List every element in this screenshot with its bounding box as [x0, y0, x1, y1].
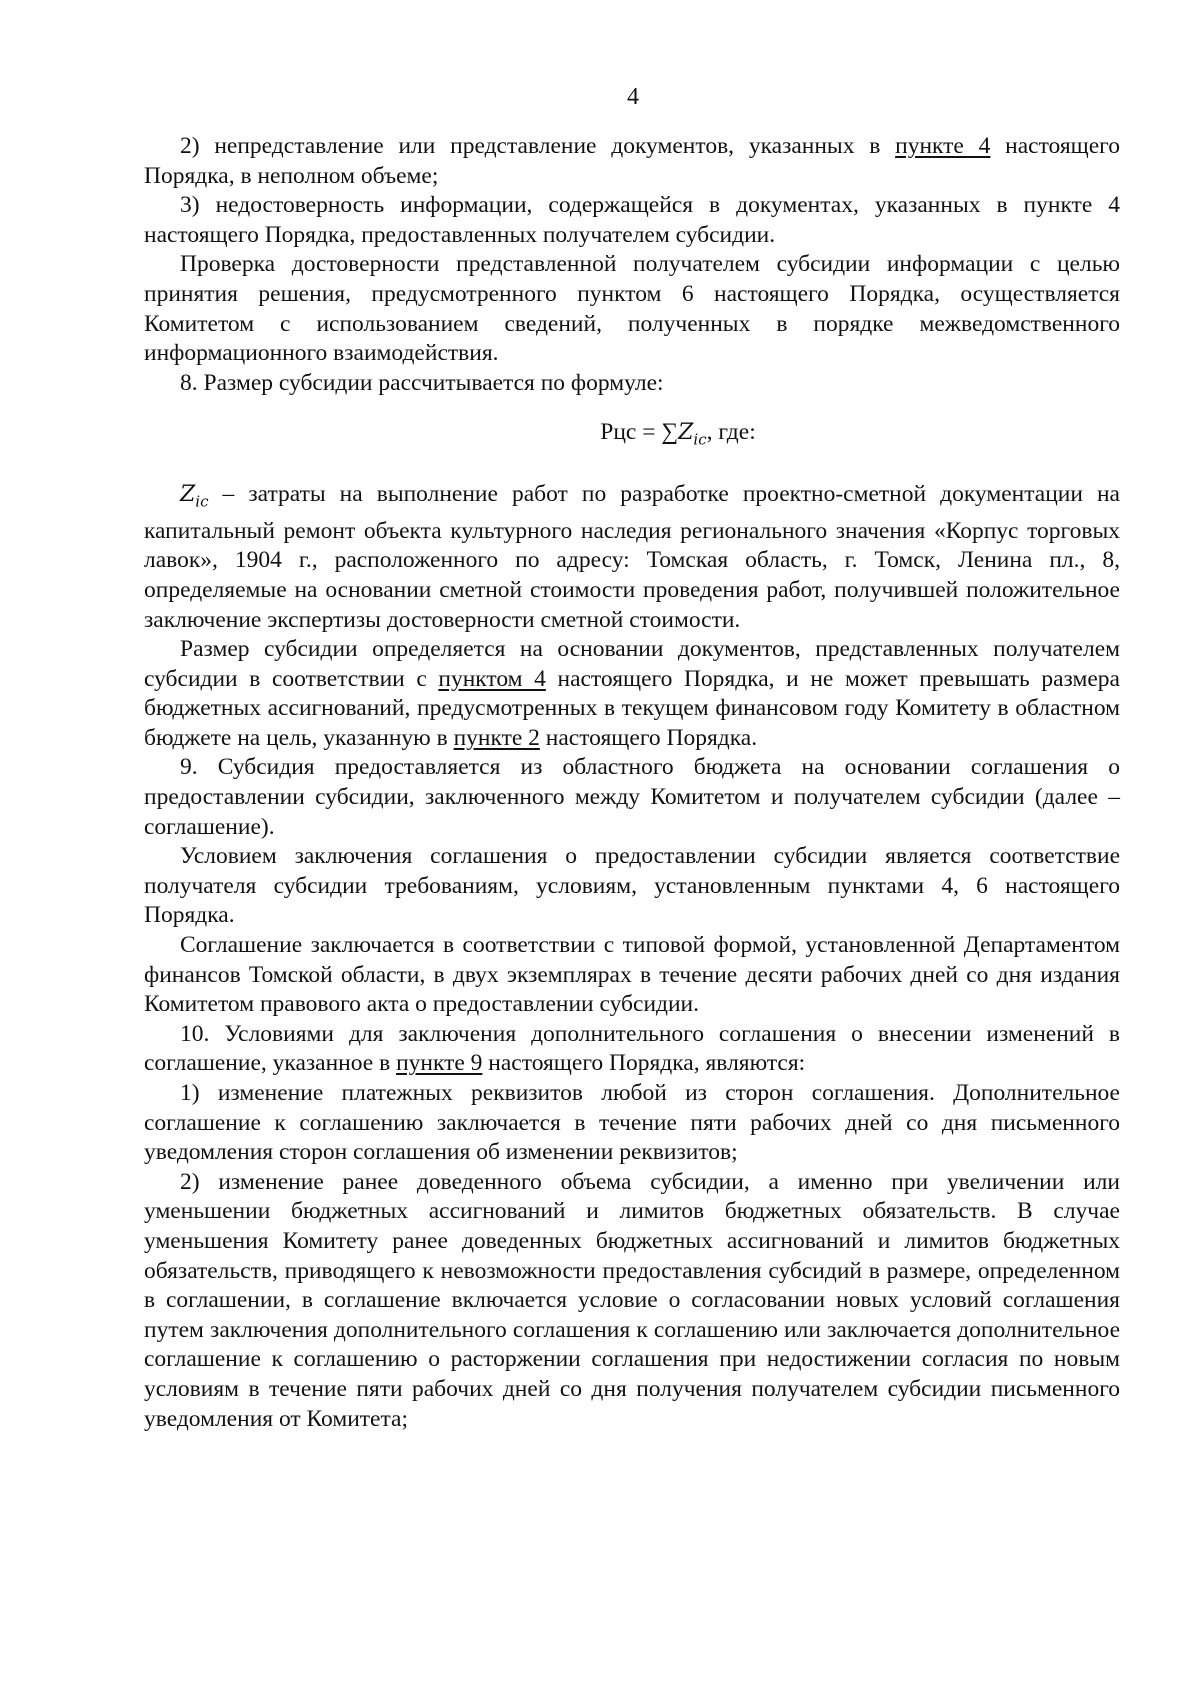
text-span: 10. Условиями для заключения дополнительного соглашения о внесении изменений в соглашение, указанное в [144, 1020, 1120, 1077]
paragraph-clause-9: 9. Субсидия предоставляется из областного бюджета на основании соглашения о предоставлении субсидии, заключенного между Комитетом и получателем субсидии (далее – соглашение). [144, 754, 1120, 840]
formula-var: Z [678, 420, 694, 446]
link-clause-9[interactable]: пункте 9 [396, 1050, 483, 1077]
paragraph-item-2-nonsubmission [144, 132, 1120, 191]
formula-lhs: Рцс = ∑ [600, 419, 679, 446]
text-span: настоящего Порядка, являются: [482, 1050, 806, 1077]
text-span: настоящего Порядка, в неполном объеме; [144, 133, 1120, 189]
paragraph-agreement-form: Соглашение заключается в соответствии с типовой формой, установленной Департаментом финансов Томской области, в двух экземплярах в течение десяти рабочих дней со дня издания Комитетом правового акта о предоставлении субсидии. [144, 932, 1120, 1018]
paragraph-agreement-condition: Условием заключения соглашения о предоставлении субсидии является соответствие получателя субсидии требованиям, условиям, установленным пунктами 4, 6 настоящего Порядка. [144, 843, 1120, 929]
text-span: – затраты на выполнение работ по разработке проектно-сметной документации на капитальный ремонт объекта культурного наследия регионального значения «Корпус торговых лавок», 1904 г., расположенного по адресу: Томская область, г. Томск, Ленина пл., 8, определяемые на основании сметной стоимости проведения работ, получившей положительное заключение экспертизы достоверности сметной стоимости. [144, 480, 1120, 633]
subsidy-formula [144, 412, 1120, 459]
zic-var: Z [180, 481, 196, 507]
paragraph-subsidy-amount [144, 635, 1120, 753]
zic-subscript: ic [195, 492, 209, 511]
page-number: 4 [627, 84, 639, 110]
formula-subscript: ic [693, 430, 707, 449]
text-span: Размер субсидии определяется на основании документов, представленных получателем субсидии в соответствии с [144, 636, 1120, 692]
text-span: 2) непредставление или представление документов, указанных в [180, 133, 896, 159]
document-body [144, 132, 1120, 1434]
paragraph-verification: Проверка достоверности представленной получателем субсидии информации с целью принятия решения, предусмотренного пунктом 6 настоящего Порядка, осуществляется Комитетом с использованием сведений, полученных в порядке межведомственного информационного взаимодействия. [144, 251, 1120, 367]
paragraph-clause-8: 8. Размер субсидии рассчитывается по формуле: [180, 369, 664, 396]
paragraph-zic-definition [144, 480, 1120, 635]
paragraph-clause-10 [144, 1020, 1120, 1079]
formula-variable [678, 420, 707, 449]
paragraph-condition-2: 2) изменение ранее доведенного объема субсидии, а именно при увеличении или уменьшении бюджетных ассигнований и лимитов бюджетных обязательств. В случае уменьшения Комитету ранее доведенных бюджетных ассигнований и лимитов бюджетных обязательств, приводящего к невозможности предоставления субсидий в размере, определенном в соглашении, в соглашение включается условие о согласовании новых условий соглашения путем заключения дополнительного соглашения к соглашению или заключается дополнительное соглашение к соглашению о расторжении соглашения при недостижении согласия по новым условиям в течение пяти рабочих дней со дня получения получателем субсидии письменного уведомления от Комитета; [144, 1168, 1120, 1432]
link-clause-4[interactable]: пунктом 4 [438, 665, 546, 692]
text-span: настоящего Порядка. [539, 724, 758, 751]
paragraph-condition-1: 1) изменение платежных реквизитов любой из сторон соглашения. Дополнительное соглашение к соглашению заключается в течение пяти рабочих дней со дня письменного уведомления сторон соглашения об изменении реквизитов; [144, 1080, 1120, 1166]
link-clause-4[interactable]: пункте 4 [895, 133, 991, 159]
text-span: настоящего Порядка, и не может превышать размера бюджетных ассигнований, предусмотренных в текущем финансовом году Комитету в областном бюджете на цель, указанную в [144, 665, 1120, 751]
paragraph-item-3-unreliability: 3) недостоверность информации, содержащейся в документах, указанных в пункте 4 настоящего Порядка, предоставленных получателем субсидии. [144, 192, 1120, 248]
link-clause-2[interactable]: пункте 2 [453, 724, 540, 751]
formula-rhs: , где: [706, 419, 756, 446]
zic-variable [180, 481, 209, 511]
